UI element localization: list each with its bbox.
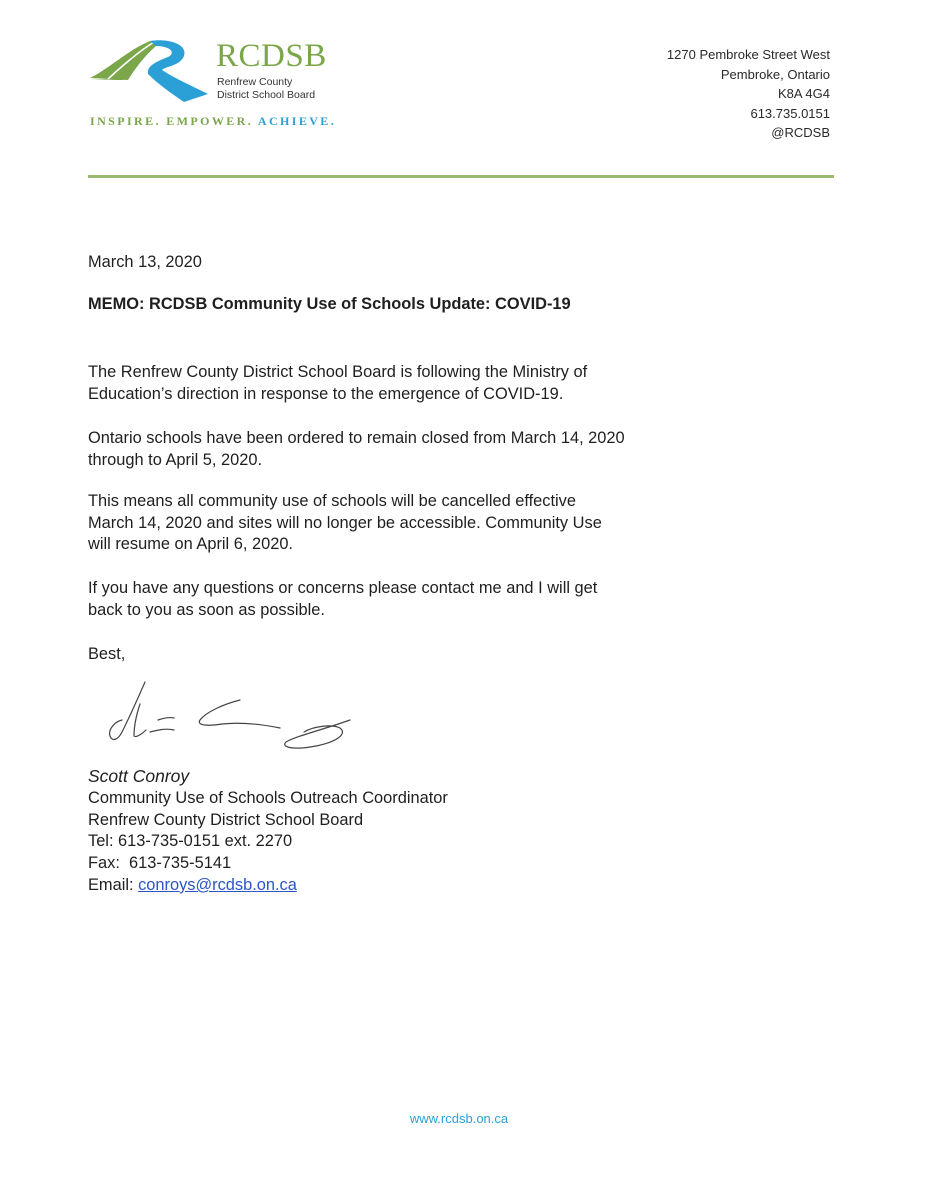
paragraph-line: If you have any questions or concerns please contact me and I will get: [88, 579, 598, 597]
footer-website[interactable]: www.rcdsb.on.ca: [409, 1111, 509, 1126]
signer-email-row: [88, 875, 448, 897]
logo-title: RCDSB: [216, 38, 327, 74]
paragraph-line: back to you as soon as possible.: [88, 600, 325, 619]
signer-organization: Renfrew County District School Board: [88, 810, 364, 829]
signature-block: [88, 766, 448, 897]
memo-paragraph: [88, 362, 587, 405]
logo-subtitle: [217, 76, 315, 102]
address-line: 1270 Pembroke Street West: [666, 47, 830, 62]
email-label: Email:: [88, 875, 139, 894]
paragraph-line: Ontario schools have been ordered to remain closed from March 14, 2020: [88, 429, 625, 447]
signature-icon: [100, 676, 360, 756]
memo-paragraph: [88, 491, 602, 556]
address-block: [667, 45, 830, 143]
paragraph-line: This means all community use of schools will be cancelled effective: [88, 492, 576, 510]
email-link[interactable]: conroys@rcdsb.on.ca: [138, 875, 297, 894]
paragraph-line: March 14, 2020 and sites will no longer be accessible. Community Use: [88, 513, 602, 532]
signer-tel: Tel: 613-735-0151 ext. 2270: [88, 832, 293, 851]
signer-name: Scott Conroy: [88, 766, 190, 786]
logo-subtitle-line: Renfrew County: [217, 76, 293, 88]
header-divider: [88, 175, 834, 178]
tagline-part: INSPIRE. EMPOWER.: [90, 114, 258, 128]
address-line: 613.735.0151: [750, 105, 830, 121]
memo-date: March 13, 2020: [88, 253, 202, 271]
handwritten-signature: [100, 676, 360, 761]
paragraph-line: Education’s direction in response to the emergence of COVID-19.: [88, 384, 564, 403]
river-road-logo-icon: [88, 38, 213, 108]
address-line: K8A 4G4: [777, 86, 830, 101]
signer-fax: Fax: 613-735-5141: [88, 854, 232, 873]
paragraph-line: The Renfrew County District School Board is following the Ministry of: [88, 363, 588, 381]
memo-paragraph: [88, 578, 597, 621]
logo-subtitle-line: District School Board: [217, 89, 316, 101]
memo-title: MEMO: RCDSB Community Use of Schools Update: COVID-19: [88, 295, 571, 313]
tagline: [90, 114, 336, 129]
paragraph-line: through to April 5, 2020.: [88, 450, 263, 469]
memo-paragraph: [88, 428, 625, 471]
tagline-part: ACHIEVE.: [257, 114, 337, 128]
address-line: @RCDSB: [771, 125, 830, 140]
memo-closing: Best,: [88, 645, 126, 663]
paragraph-line: will resume on April 6, 2020.: [88, 535, 293, 553]
rcdsb-logo: [88, 38, 338, 130]
signer-title: Community Use of Schools Outreach Coordinator: [88, 788, 448, 807]
address-line: Pembroke, Ontario: [720, 66, 830, 82]
